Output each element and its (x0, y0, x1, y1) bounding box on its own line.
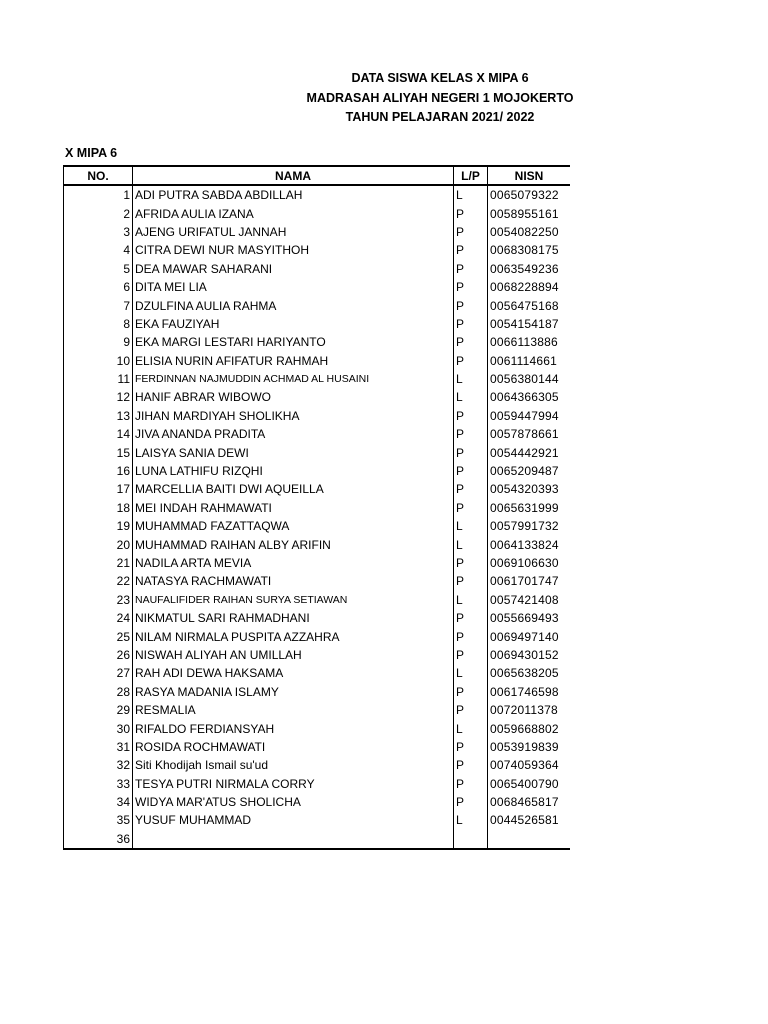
nisn-cell: 0044526581 (488, 811, 571, 829)
table-row (64, 775, 571, 793)
gender-cell (454, 830, 488, 849)
student-name-cell: YUSUF MUHAMMAD (133, 811, 454, 829)
table-row (64, 462, 571, 480)
nisn-cell: 0057421408 (488, 591, 571, 609)
gender-cell: L (454, 517, 488, 535)
row-number-cell: 4 (64, 241, 133, 259)
nisn-cell: 0059668802 (488, 719, 571, 737)
student-name-cell: AJENG URIFATUL JANNAH (133, 223, 454, 241)
student-name-cell (133, 830, 454, 849)
nisn-cell: 0063549236 (488, 260, 571, 278)
nisn-cell: 0065400790 (488, 775, 571, 793)
student-name-cell: DITA MEI LIA (133, 278, 454, 296)
gender-cell: P (454, 609, 488, 627)
table-row (64, 683, 571, 701)
nisn-cell (488, 830, 571, 849)
table-row (64, 701, 571, 719)
row-number-cell: 1 (64, 185, 133, 204)
gender-cell: P (454, 278, 488, 296)
table-row (64, 370, 571, 388)
student-name-cell: LAISYA SANIA DEWI (133, 443, 454, 461)
nisn-cell: 0058955161 (488, 204, 571, 222)
student-name-cell: MUHAMMAD FAZATTAQWA (133, 517, 454, 535)
gender-cell: L (454, 719, 488, 737)
gender-cell: P (454, 407, 488, 425)
student-name-cell: DZULFINA AULIA RAHMA (133, 296, 454, 314)
student-name-cell: RAH ADI DEWA HAKSAMA (133, 664, 454, 682)
gender-cell: P (454, 627, 488, 645)
column-header-nisn: NISN (488, 166, 571, 185)
column-header-no: NO. (64, 166, 133, 185)
student-name-cell: NILAM NIRMALA PUSPITA AZZAHRA (133, 627, 454, 645)
nisn-cell: 0065209487 (488, 462, 571, 480)
table-row (64, 664, 571, 682)
nisn-cell: 0069430152 (488, 646, 571, 664)
row-number-cell: 31 (64, 738, 133, 756)
row-number-cell: 13 (64, 407, 133, 425)
gender-cell: P (454, 296, 488, 314)
gender-cell: P (454, 260, 488, 278)
student-name-cell: DEA MAWAR SAHARANI (133, 260, 454, 278)
row-number-cell: 23 (64, 591, 133, 609)
nisn-cell: 0056380144 (488, 370, 571, 388)
nisn-cell: 0068228894 (488, 278, 571, 296)
gender-cell: L (454, 185, 488, 204)
nisn-cell: 0057991732 (488, 517, 571, 535)
gender-cell: P (454, 443, 488, 461)
table-row (64, 241, 571, 259)
nisn-cell: 0074059364 (488, 756, 571, 774)
row-number-cell: 3 (64, 223, 133, 241)
nisn-cell: 0054154187 (488, 315, 571, 333)
table-row (64, 609, 571, 627)
gender-cell: L (454, 388, 488, 406)
gender-cell: P (454, 775, 488, 793)
table-row (64, 388, 571, 406)
row-number-cell: 5 (64, 260, 133, 278)
nisn-cell: 0065079322 (488, 185, 571, 204)
student-name-cell: MARCELLIA BAITI DWI AQUEILLA (133, 480, 454, 498)
header-title: DATA SISWA KELAS X MIPA 6 (351, 71, 529, 85)
class-label: X MIPA 6 (65, 146, 118, 160)
gender-cell: P (454, 756, 488, 774)
student-name-cell: RIFALDO FERDIANSYAH (133, 719, 454, 737)
nisn-cell: 0065631999 (488, 499, 571, 517)
table-row (64, 756, 571, 774)
gender-cell: L (454, 664, 488, 682)
column-header-name: NAMA (133, 166, 454, 185)
nisn-cell: 0053919839 (488, 738, 571, 756)
nisn-cell: 0066113886 (488, 333, 571, 351)
row-number-cell: 32 (64, 756, 133, 774)
table-row (64, 719, 571, 737)
nisn-cell: 0054320393 (488, 480, 571, 498)
gender-cell: P (454, 241, 488, 259)
row-number-cell: 20 (64, 535, 133, 553)
table-row (64, 185, 571, 204)
student-name-cell: AFRIDA AULIA IZANA (133, 204, 454, 222)
row-number-cell: 7 (64, 296, 133, 314)
row-number-cell: 25 (64, 627, 133, 645)
student-name-cell: MUHAMMAD RAIHAN ALBY ARIFIN (133, 535, 454, 553)
header-academic-year: TAHUN PELAJARAN 2021/ 2022 (345, 110, 535, 124)
gender-cell: P (454, 572, 488, 590)
student-name-cell: EKA MARGI LESTARI HARIYANTO (133, 333, 454, 351)
nisn-cell: 0054442921 (488, 443, 571, 461)
table-row (64, 793, 571, 811)
student-table (63, 165, 570, 850)
gender-cell: P (454, 352, 488, 370)
nisn-cell: 0061701747 (488, 572, 571, 590)
nisn-cell: 0057878661 (488, 425, 571, 443)
student-name-cell: NADILA ARTA MEVIA (133, 554, 454, 572)
gender-cell: P (454, 315, 488, 333)
student-name-cell: Siti Khodijah Ismail su'ud (133, 756, 454, 774)
table-row (64, 352, 571, 370)
row-number-cell: 2 (64, 204, 133, 222)
table-row (64, 554, 571, 572)
nisn-cell: 0069497140 (488, 627, 571, 645)
row-number-cell: 17 (64, 480, 133, 498)
table-row (64, 480, 571, 498)
row-number-cell: 29 (64, 701, 133, 719)
student-name-cell: NISWAH ALIYAH AN UMILLAH (133, 646, 454, 664)
student-name-cell: WIDYA MAR'ATUS SHOLICHA (133, 793, 454, 811)
row-number-cell: 15 (64, 443, 133, 461)
student-name-cell: NATASYA RACHMAWATI (133, 572, 454, 590)
table-row (64, 646, 571, 664)
document-header (228, 69, 652, 128)
nisn-cell: 0072011378 (488, 701, 571, 719)
table-row (64, 278, 571, 296)
nisn-cell: 0064366305 (488, 388, 571, 406)
nisn-cell: 0064133824 (488, 535, 571, 553)
table-header-row (64, 166, 571, 185)
gender-cell: P (454, 701, 488, 719)
student-name-cell: TESYA PUTRI NIRMALA CORRY (133, 775, 454, 793)
table-row (64, 407, 571, 425)
row-number-cell: 6 (64, 278, 133, 296)
row-number-cell: 10 (64, 352, 133, 370)
student-name-cell: RASYA MADANIA ISLAMY (133, 683, 454, 701)
student-name-cell: HANIF ABRAR WIBOWO (133, 388, 454, 406)
row-number-cell: 9 (64, 333, 133, 351)
header-school: MADRASAH ALIYAH NEGERI 1 MOJOKERTO (306, 90, 574, 105)
table-body (64, 185, 571, 849)
table-row (64, 443, 571, 461)
student-name-cell: ELISIA NURIN AFIFATUR RAHMAH (133, 352, 454, 370)
table-row (64, 627, 571, 645)
gender-cell: P (454, 499, 488, 517)
student-name-cell: ROSIDA ROCHMAWATI (133, 738, 454, 756)
gender-cell: P (454, 223, 488, 241)
gender-cell: P (454, 425, 488, 443)
nisn-cell: 0054082250 (488, 223, 571, 241)
row-number-cell: 21 (64, 554, 133, 572)
row-number-cell: 22 (64, 572, 133, 590)
gender-cell: P (454, 793, 488, 811)
gender-cell: P (454, 462, 488, 480)
gender-cell: L (454, 370, 488, 388)
column-header-gender: L/P (454, 166, 488, 185)
student-name-cell: ADI PUTRA SABDA ABDILLAH (133, 185, 454, 204)
gender-cell: P (454, 480, 488, 498)
student-name-cell: EKA FAUZIYAH (133, 315, 454, 333)
nisn-cell: 0068308175 (488, 241, 571, 259)
gender-cell: P (454, 646, 488, 664)
row-number-cell: 33 (64, 775, 133, 793)
table-row (64, 811, 571, 829)
gender-cell: L (454, 535, 488, 553)
gender-cell: L (454, 811, 488, 829)
table-row (64, 223, 571, 241)
student-name-cell: CITRA DEWI NUR MASYITHOH (133, 241, 454, 259)
table-row (64, 572, 571, 590)
table-row (64, 535, 571, 553)
table-row (64, 425, 571, 443)
row-number-cell: 14 (64, 425, 133, 443)
nisn-cell: 0061114661 (488, 352, 571, 370)
table-row (64, 499, 571, 517)
gender-cell: P (454, 204, 488, 222)
student-name-cell: NIKMATUL SARI RAHMADHANI (133, 609, 454, 627)
row-number-cell: 19 (64, 517, 133, 535)
student-name-cell: LUNA LATHIFU RIZQHI (133, 462, 454, 480)
student-name-cell: FERDINNAN NAJMUDDIN ACHMAD AL HUSAINI (133, 370, 454, 388)
table-row (64, 591, 571, 609)
nisn-cell: 0059447994 (488, 407, 571, 425)
nisn-cell: 0069106630 (488, 554, 571, 572)
student-name-cell: JIHAN MARDIYAH SHOLIKHA (133, 407, 454, 425)
row-number-cell: 27 (64, 664, 133, 682)
table-row (64, 830, 571, 849)
nisn-cell: 0068465817 (488, 793, 571, 811)
table-row (64, 333, 571, 351)
nisn-cell: 0065638205 (488, 664, 571, 682)
nisn-cell: 0055669493 (488, 609, 571, 627)
row-number-cell: 26 (64, 646, 133, 664)
row-number-cell: 8 (64, 315, 133, 333)
row-number-cell: 35 (64, 811, 133, 829)
table-row (64, 296, 571, 314)
nisn-cell: 0061746598 (488, 683, 571, 701)
row-number-cell: 30 (64, 719, 133, 737)
row-number-cell: 36 (64, 830, 133, 849)
student-name-cell: MEI INDAH RAHMAWATI (133, 499, 454, 517)
row-number-cell: 16 (64, 462, 133, 480)
gender-cell: P (454, 554, 488, 572)
student-name-cell: NAUFALIFIDER RAIHAN SURYA SETIAWAN (133, 591, 454, 609)
row-number-cell: 11 (64, 370, 133, 388)
table-row (64, 517, 571, 535)
gender-cell: L (454, 591, 488, 609)
gender-cell: P (454, 738, 488, 756)
gender-cell: P (454, 333, 488, 351)
table-row (64, 260, 571, 278)
table-row (64, 315, 571, 333)
row-number-cell: 34 (64, 793, 133, 811)
row-number-cell: 24 (64, 609, 133, 627)
gender-cell: P (454, 683, 488, 701)
student-name-cell: RESMALIA (133, 701, 454, 719)
nisn-cell: 0056475168 (488, 296, 571, 314)
row-number-cell: 12 (64, 388, 133, 406)
table-row (64, 738, 571, 756)
student-name-cell: JIVA ANANDA PRADITA (133, 425, 454, 443)
row-number-cell: 28 (64, 683, 133, 701)
row-number-cell: 18 (64, 499, 133, 517)
table-row (64, 204, 571, 222)
